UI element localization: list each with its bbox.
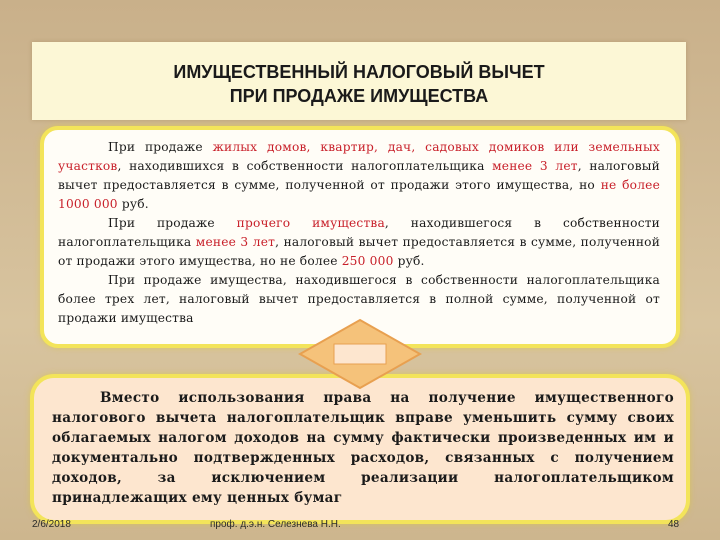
highlight-limit-2: 250 000 [341,254,394,268]
slide-title [32,60,686,108]
highlight-property-types: жилых домов, квартир, дач, садовых домиков или земельных участков [58,140,660,173]
paragraph-expenses: Вместо использования права на получение имущественного налогового вычета налогоплательщик вправе уменьшить сумму своих облагаемых налогом доходов на сумму фактически произведенных им и документально подтвержденных расходов, связанных с получением доходов, за исключением реализации налогоплательщиком принадлежащих ему ценных бумаг [52,390,674,506]
deduction-info-text [58,138,660,328]
highlight-term: менее 3 лет [492,159,578,173]
highlight-term-2: менее 3 лет [195,235,276,249]
up-down-arrow-icon [298,318,422,390]
title-box [32,42,686,120]
alternative-expense-text [52,388,674,508]
highlight-other-property: прочего имущества [236,216,385,230]
highlight-limit: не более 1000 000 [58,178,660,211]
title-line-2: ПРИ ПРОДАЖЕ ИМУЩЕСТВА [229,86,489,106]
paragraph-other-property: При продаже прочего имущества, находившегося в собственности налогоплательщика менее 3 лет, налоговый вычет предоставляется в сумме, полученной от продажи этого имущества, но не более 250 000 руб. [58,216,661,268]
title-line-1: ИМУЩЕСТВЕННЫЙ НАЛОГОВЫЙ ВЫЧЕТ [173,62,545,82]
paragraph-long-term: При продаже имущества, находившегося в собственности налогоплательщика более трех лет, налоговый вычет предоставляется в полной сумме, полученной от продажи имущества [58,273,660,325]
footer-page-number: 48 [668,519,680,530]
footer-author: проф. д.э.н. Селезнева Н.Н. [210,519,341,530]
paragraph-residential: При продаже жилых домов, квартир, дач, садовых домиков или земельных участков, находившихся в собственности налогоплательщика менее 3 лет, налоговый вычет предоставляется в сумме, полученной от продажи этого имущества, но не более 1000 000 руб. [58,140,661,211]
arrow-center-band [334,344,386,364]
footer-date: 2/6/2018 [32,519,71,530]
